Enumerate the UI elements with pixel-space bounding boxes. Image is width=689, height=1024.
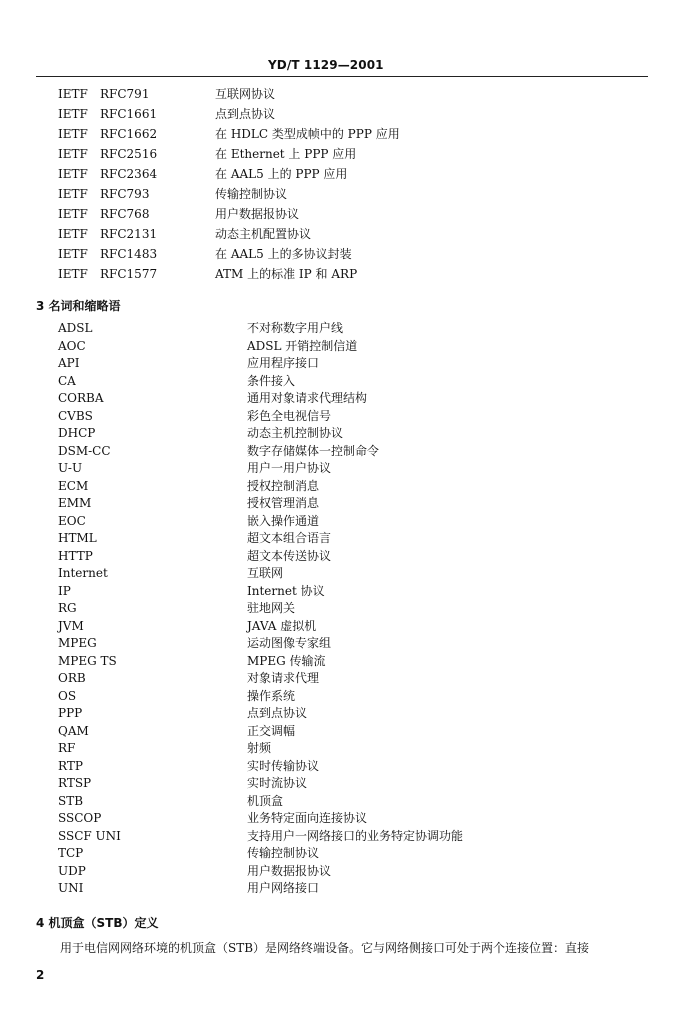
term-row [58, 513, 618, 531]
term-definition: 动态主机控制协议 [247, 426, 344, 440]
reference-org: IETF [58, 267, 88, 281]
term-abbreviation: MPEG TS [58, 653, 117, 668]
term-abbreviation: JVM [58, 618, 84, 633]
reference-row [58, 164, 618, 184]
reference-row [58, 124, 618, 144]
term-row [58, 548, 618, 566]
term-row [58, 495, 618, 513]
term-row [58, 653, 618, 671]
term-row [58, 705, 618, 723]
reference-number: RFC2516 [100, 147, 158, 161]
term-row [58, 775, 618, 793]
term-abbreviation: RTSP [58, 776, 92, 790]
reference-row [58, 244, 618, 264]
term-row [58, 478, 618, 496]
reference-number: RFC1661 [100, 107, 158, 121]
reference-title: 传输控制协议 [215, 187, 288, 201]
term-definition: 彩色全电视信号 [247, 408, 332, 423]
term-row [58, 390, 618, 408]
term-row [58, 565, 618, 583]
term-definition: 点到点协议 [247, 706, 308, 720]
term-definition: Internet 协议 [247, 583, 325, 598]
reference-row [58, 264, 618, 284]
term-row [58, 758, 618, 776]
reference-number: RFC791 [100, 87, 150, 101]
reference-org: IETF [58, 107, 88, 121]
term-definition: 授权控制消息 [247, 478, 320, 493]
term-definition: 互联网 [247, 566, 284, 580]
term-abbreviation: U-U [58, 461, 83, 475]
term-abbreviation: IP [58, 583, 71, 598]
term-row [58, 530, 618, 548]
term-row [58, 863, 618, 881]
term-abbreviation: CVBS [58, 408, 93, 423]
term-abbreviation: MPEG [58, 636, 97, 650]
term-definition: 应用程序接口 [247, 356, 320, 370]
term-abbreviation: OS [58, 688, 77, 703]
term-abbreviation: DSM-CC [58, 443, 111, 458]
reference-title: ATM 上的标准 IP 和 ARP [215, 267, 358, 281]
term-definition: 用户数据报协议 [247, 863, 332, 878]
term-row [58, 845, 618, 863]
term-definition: 支持用户一网络接口的业务特定协调功能 [247, 828, 464, 843]
term-abbreviation: AOC [58, 338, 86, 353]
reference-title: 用户数据报协议 [215, 207, 300, 221]
term-definition: MPEG 传输流 [247, 653, 326, 668]
term-abbreviation: ORB [58, 671, 86, 685]
term-row [58, 793, 618, 811]
term-abbreviation: EOC [58, 513, 86, 528]
term-abbreviation: CA [58, 373, 76, 388]
term-abbreviation: ECM [58, 478, 89, 493]
reference-org: IETF [58, 147, 88, 161]
reference-title: 动态主机配置协议 [215, 227, 312, 241]
term-definition: 不对称数字用户线 [247, 321, 344, 335]
term-abbreviation: CORBA [58, 391, 104, 405]
term-definition: JAVA 虚拟机 [247, 618, 317, 633]
term-definition: 超文本组合语言 [247, 531, 332, 545]
term-definition: 超文本传送协议 [247, 548, 332, 563]
term-abbreviation: UNI [58, 881, 84, 895]
reference-row [58, 104, 618, 124]
term-row [58, 670, 618, 688]
term-abbreviation: QAM [58, 723, 89, 738]
reference-org: IETF [58, 207, 88, 221]
term-row [58, 583, 618, 601]
reference-number: RFC768 [100, 207, 150, 221]
term-row [58, 828, 618, 846]
term-definition: 实时流协议 [247, 776, 308, 790]
term-abbreviation: ADSL [58, 321, 93, 335]
reference-row [58, 184, 618, 204]
term-definition: 运动图像专家组 [247, 636, 332, 650]
term-abbreviation: RTP [58, 758, 83, 773]
term-abbreviation: SSCF UNI [58, 828, 121, 843]
term-row [58, 320, 618, 338]
term-definition: 射频 [247, 741, 272, 755]
term-abbreviation: STB [58, 793, 84, 808]
term-definition: 用户一用户协议 [247, 461, 332, 475]
reference-title: 在 Ethernet 上 PPP 应用 [215, 147, 357, 161]
term-row [58, 635, 618, 653]
section-3-heading: 3 名词和缩略语 [36, 299, 121, 313]
term-definition: ADSL 开销控制信道 [247, 338, 358, 353]
term-abbreviation: UDP [58, 863, 86, 878]
header-rule [36, 76, 648, 77]
reference-org: IETF [58, 247, 88, 261]
reference-number: RFC2364 [100, 167, 158, 181]
term-definition: 数字存储媒体一控制命令 [247, 443, 380, 458]
term-definition: 传输控制协议 [247, 846, 320, 860]
term-definition: 正交调幅 [247, 723, 296, 738]
section-4-paragraph: 用于电信网网络环境的机顶盒（STB）是网络终端设备。它与网络侧接口可处于两个连接位置：直接 [60, 941, 590, 955]
term-definition: 业务特定面向连接协议 [247, 811, 368, 825]
reference-title: 在 HDLC 类型成帧中的 PPP 应用 [215, 127, 400, 141]
reference-number: RFC793 [100, 187, 150, 201]
term-row [58, 338, 618, 356]
term-abbreviation: HTML [58, 531, 97, 545]
term-row [58, 618, 618, 636]
term-abbreviation: Internet [58, 566, 108, 580]
term-row [58, 443, 618, 461]
term-row [58, 460, 618, 478]
term-row [58, 880, 618, 898]
reference-org: IETF [58, 87, 88, 101]
reference-title: 点到点协议 [215, 107, 276, 121]
reference-number: RFC1662 [100, 127, 158, 141]
term-abbreviation: RF [58, 741, 76, 755]
reference-list [58, 84, 618, 284]
term-row [58, 723, 618, 741]
term-abbreviation: DHCP [58, 426, 96, 440]
reference-org: IETF [58, 167, 88, 181]
term-abbreviation: HTTP [58, 548, 93, 563]
standard-code-header: YD/T 1129—2001 [268, 58, 384, 72]
reference-org: IETF [58, 127, 88, 141]
reference-title: 在 AAL5 上的 PPP 应用 [215, 167, 348, 181]
reference-row [58, 144, 618, 164]
term-definition: 机顶盒 [247, 793, 284, 808]
reference-number: RFC1483 [100, 247, 158, 261]
term-definition: 实时传输协议 [247, 758, 320, 773]
term-row [58, 408, 618, 426]
reference-org: IETF [58, 187, 88, 201]
reference-number: RFC1577 [100, 267, 158, 281]
term-definition: 驻地网关 [247, 601, 296, 615]
section-4-heading: 4 机顶盒（STB）定义 [36, 916, 159, 930]
term-abbreviation: TCP [58, 846, 84, 860]
term-definition: 条件接入 [247, 373, 296, 388]
term-definition: 操作系统 [247, 688, 296, 703]
term-definition: 对象请求代理 [247, 671, 320, 685]
page-number: 2 [36, 968, 45, 982]
reference-number: RFC2131 [100, 227, 158, 241]
reference-row [58, 204, 618, 224]
term-abbreviation: API [58, 356, 80, 370]
term-row [58, 373, 618, 391]
term-row [58, 810, 618, 828]
term-row [58, 600, 618, 618]
term-row [58, 688, 618, 706]
reference-title: 互联网协议 [215, 87, 276, 101]
term-definition: 嵌入操作通道 [247, 513, 320, 528]
reference-row [58, 224, 618, 244]
reference-title: 在 AAL5 上的多协议封装 [215, 247, 352, 261]
term-definition: 用户网络接口 [247, 881, 320, 895]
term-row [58, 355, 618, 373]
term-abbreviation: EMM [58, 496, 92, 510]
terms-list [58, 320, 618, 898]
reference-row [58, 84, 618, 104]
term-row [58, 740, 618, 758]
term-row [58, 425, 618, 443]
term-abbreviation: RG [58, 601, 77, 615]
term-definition: 授权管理消息 [247, 496, 320, 510]
term-abbreviation: SSCOP [58, 811, 102, 825]
term-definition: 通用对象请求代理结构 [247, 391, 368, 405]
term-abbreviation: PPP [58, 706, 83, 720]
reference-org: IETF [58, 227, 88, 241]
